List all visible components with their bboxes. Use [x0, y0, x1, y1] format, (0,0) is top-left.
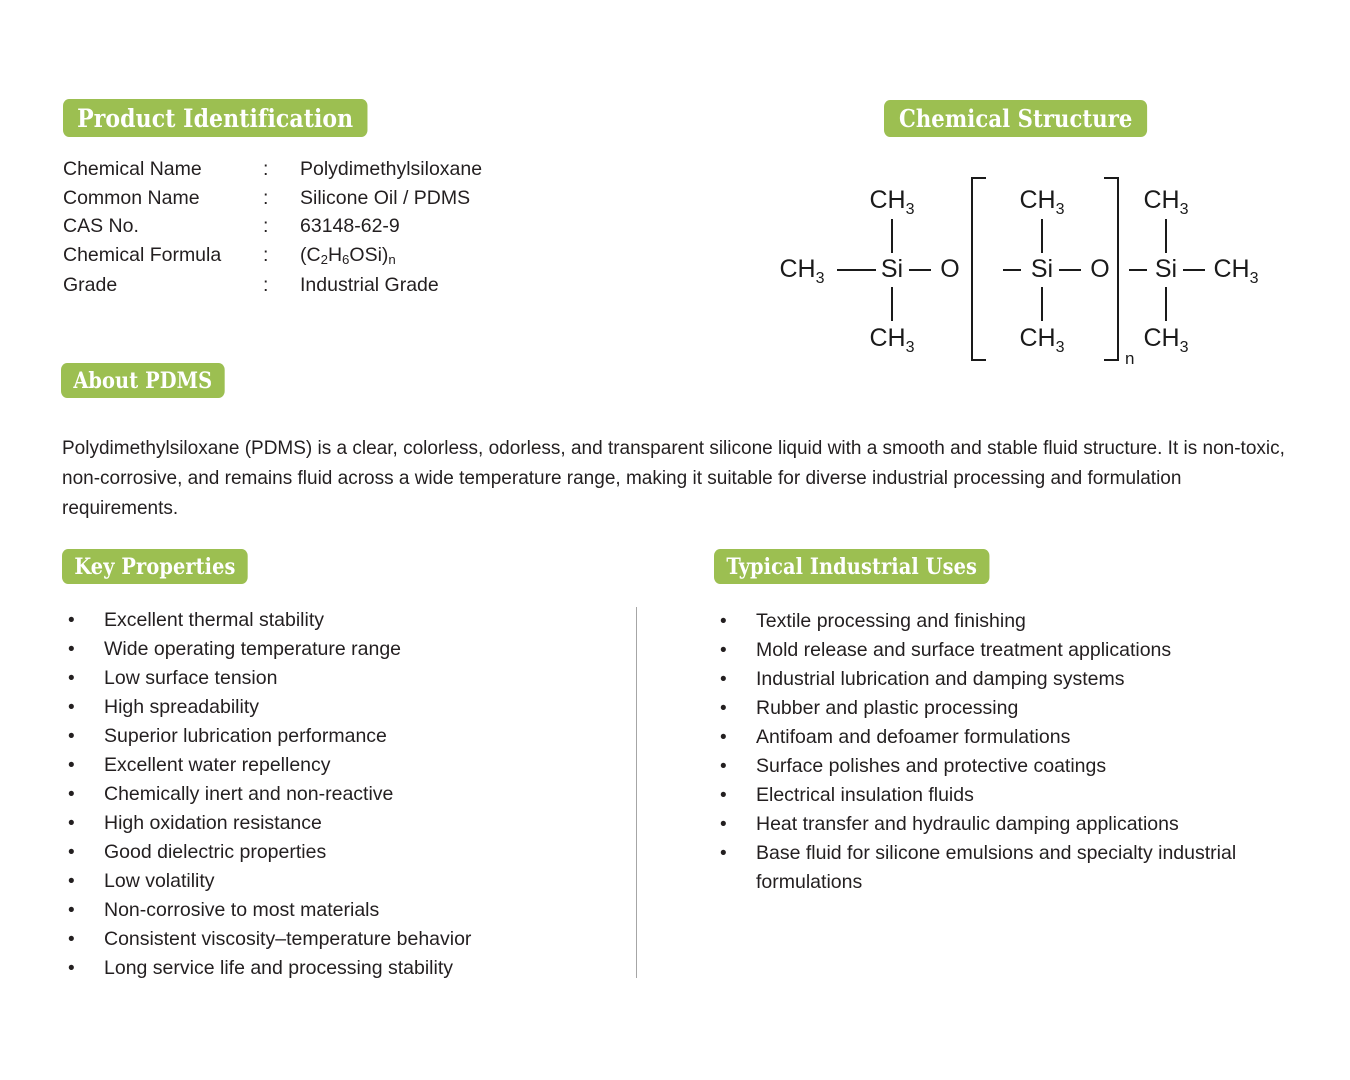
industrial-uses-list	[715, 607, 1275, 897]
formula-subscript-2: 2	[320, 252, 328, 268]
table-row	[63, 241, 482, 272]
list-item	[715, 607, 1275, 636]
list-item-label: Good dielectric properties	[104, 841, 327, 863]
formula-open: (C	[300, 243, 321, 266]
table-row	[63, 155, 482, 184]
repeat-subscript-n: n	[1125, 349, 1135, 368]
bullet-icon: •	[68, 726, 75, 747]
list-item	[715, 694, 1275, 723]
list-item	[63, 809, 603, 838]
bullet-icon: •	[720, 843, 727, 864]
row-label: CAS No.	[63, 215, 139, 237]
bullet-icon: •	[68, 900, 75, 921]
row-separator: :	[263, 186, 269, 209]
list-item	[63, 780, 603, 809]
list-item-label: Surface polishes and protective coatings	[756, 755, 1107, 777]
list-item-label: Chemically inert and non-reactive	[104, 783, 394, 805]
row-label: Chemical Formula	[63, 243, 222, 266]
list-item-label: Consistent viscosity–temperature behavior	[104, 928, 472, 950]
atom-label-silicon-2: Si	[1030, 255, 1054, 283]
key-properties-list	[63, 606, 603, 983]
list-item	[715, 839, 1275, 897]
list-item	[63, 693, 603, 722]
bullet-icon: •	[720, 698, 727, 719]
list-item-label: Textile processing and finishing	[756, 610, 1026, 632]
section-header-key-properties: Key Properties	[62, 549, 248, 584]
bullet-icon: •	[68, 668, 75, 689]
list-item-label: Low surface tension	[104, 667, 278, 689]
row-label: Grade	[63, 274, 118, 296]
row-label: Common Name	[63, 186, 200, 209]
list-item	[63, 896, 603, 925]
list-item-label: Antifoam and defoamer formulations	[756, 726, 1071, 748]
list-item-label: Excellent thermal stability	[104, 609, 325, 631]
row-value-chemical-formula	[300, 241, 482, 272]
row-separator: :	[263, 243, 269, 266]
list-item-label: High oxidation resistance	[104, 812, 322, 834]
column-divider	[636, 607, 637, 978]
bullet-icon: •	[720, 756, 727, 777]
formula-mid-osi: OSi)	[349, 243, 389, 266]
bullet-icon: •	[68, 871, 75, 892]
bullet-icon: •	[68, 639, 75, 660]
atom-label-methyl-top-2: $CH_3$	[1019, 186, 1065, 218]
list-item	[63, 635, 603, 664]
list-item	[715, 810, 1275, 839]
list-item-label: Industrial lubrication and damping systems	[756, 668, 1125, 690]
list-item	[63, 925, 603, 954]
section-header-chemical-structure: Chemical Structure	[884, 100, 1147, 137]
list-item-label: Superior lubrication performance	[104, 725, 387, 747]
row-value: Industrial Grade	[300, 274, 439, 296]
list-item	[715, 723, 1275, 752]
bullet-icon: •	[68, 813, 75, 834]
list-item	[63, 664, 603, 693]
bullet-icon: •	[720, 669, 727, 690]
list-item	[63, 838, 603, 867]
formula-subscript-6: 6	[342, 252, 350, 268]
table-row	[63, 271, 482, 300]
list-item-label: Rubber and plastic processing	[756, 697, 1019, 719]
section-header-product-identification: Product Identification	[63, 99, 367, 137]
list-item	[63, 751, 603, 780]
bracket-left	[972, 178, 986, 360]
list-item	[63, 867, 603, 896]
row-label: Chemical Name	[63, 158, 202, 180]
atom-label-methyl-bottom-1: $CH_3$	[869, 324, 915, 356]
bullet-icon: •	[68, 842, 75, 863]
list-item-label: High spreadability	[104, 696, 260, 718]
list-item	[63, 954, 603, 983]
list-item	[715, 752, 1275, 781]
atom-label-methyl-top-1: $CH_3$	[869, 186, 915, 218]
table-row	[63, 212, 482, 241]
formula-mid-h: H	[327, 243, 343, 266]
row-value: Polydimethylsiloxane	[300, 158, 483, 180]
atom-label-methyl-left: $CH_3$	[779, 255, 825, 287]
list-item	[63, 606, 603, 635]
atom-label-methyl-right: $CH_3$	[1213, 255, 1259, 287]
about-pdms-paragraph: Polydimethylsiloxane (PDMS) is a clear, colorless, odorless, and transparent silicone liquid with a smooth and stable fluid structure. It is non-toxic, non-corrosive, and remains fluid across a wide temperature range, making it suitable for diverse industrial processing and formulation requirements.	[62, 438, 1285, 519]
list-item-label: Electrical insulation fluids	[756, 784, 974, 806]
list-item-label: Excellent water repellency	[104, 754, 331, 776]
list-item-label: Base fluid for silicone emulsions and specialty industrial formulations	[756, 842, 1237, 893]
row-separator: :	[263, 274, 269, 296]
list-item	[715, 781, 1275, 810]
bullet-icon: •	[68, 755, 75, 776]
section-header-typical-industrial-uses: Typical Industrial Uses	[714, 549, 989, 584]
list-item-label: Long service life and processing stability	[104, 957, 454, 979]
list-item	[715, 665, 1275, 694]
atom-label-silicon-1: Si	[880, 255, 904, 283]
atom-label-methyl-bottom-2: $CH_3$	[1019, 324, 1065, 356]
atom-label-silicon-3: Si	[1154, 255, 1178, 283]
row-separator: :	[263, 215, 269, 237]
list-item-label: Low volatility	[104, 870, 215, 892]
chemical-structure-diagram	[770, 168, 1260, 368]
bullet-icon: •	[720, 611, 727, 632]
row-value: 63148-62-9	[300, 215, 400, 237]
bullet-icon: •	[720, 727, 727, 748]
bullet-icon: •	[720, 814, 727, 835]
atom-label-oxygen-1: O	[940, 255, 960, 283]
list-item-label: Mold release and surface treatment applications	[756, 639, 1172, 661]
atom-label-oxygen-2: O	[1090, 255, 1110, 283]
bullet-icon: •	[68, 958, 75, 979]
formula-subscript-n: n	[388, 252, 396, 268]
table-row	[63, 184, 482, 213]
list-item	[63, 722, 603, 751]
bullet-icon: •	[68, 784, 75, 805]
list-item-label: Non-corrosive to most materials	[104, 899, 380, 921]
pdms-molecule-svg	[770, 168, 1260, 368]
bullet-icon: •	[720, 785, 727, 806]
bullet-icon: •	[720, 640, 727, 661]
list-item	[715, 636, 1275, 665]
row-value: Silicone Oil / PDMS	[300, 186, 471, 209]
list-item-label: Wide operating temperature range	[104, 638, 402, 660]
product-identification-table	[63, 155, 482, 300]
atom-label-methyl-bottom-3: $CH_3$	[1143, 324, 1189, 356]
list-item-label: Heat transfer and hydraulic damping applications	[756, 813, 1179, 835]
row-separator: :	[263, 158, 269, 180]
bullet-icon: •	[68, 697, 75, 718]
bullet-icon: •	[68, 929, 75, 950]
atom-label-methyl-top-3: $CH_3$	[1143, 186, 1189, 218]
section-header-about-pdms: About PDMS	[61, 363, 225, 398]
bullet-icon: •	[68, 610, 75, 631]
